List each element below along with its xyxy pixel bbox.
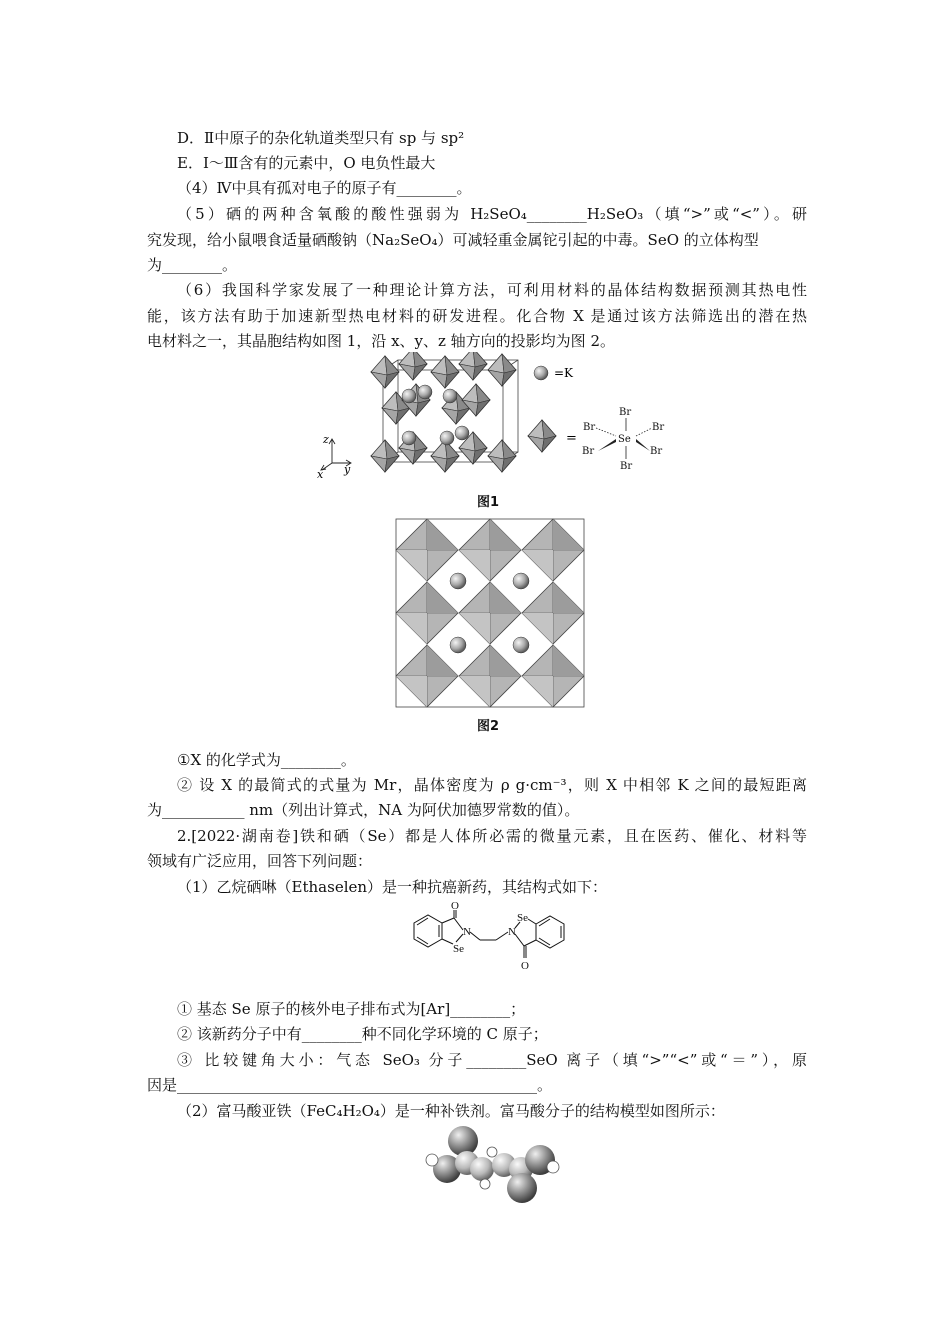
legend-octahedron <box>528 420 556 452</box>
atom-o-right: O <box>521 960 529 972</box>
atom-n-right: N <box>508 926 516 938</box>
svg-text:Br: Br <box>650 446 663 457</box>
problem-2-part3-line2: 因是________________________________________________。 <box>147 1076 553 1094</box>
axis-z-label: z <box>323 433 329 446</box>
question-5-line3: 为________。 <box>147 256 238 274</box>
option-d: D．Ⅱ中原子的杂化轨道类型只有 sp 与 sp² <box>177 129 465 147</box>
carbon-atom <box>470 1157 494 1181</box>
question-6-part2-line2: 为___________ nm（列出计算式，NA 为阿伏加德罗常数的值）。 <box>147 801 580 819</box>
hydrogen-atom <box>426 1154 438 1166</box>
atom-se-right: Se <box>517 912 528 924</box>
svg-text:Se: Se <box>618 434 631 445</box>
oxygen-atom <box>448 1126 478 1156</box>
atom-se-left: Se <box>453 943 464 955</box>
problem-2-q2: （2）富马酸亚铁（FeC₄H₂O₄）是一种补铁剂。富马酸分子的结构模型如图所示： <box>177 1102 725 1120</box>
sebr6-structure <box>582 407 664 472</box>
legend-k-label: =K <box>554 366 574 380</box>
question-6-part1: ①X 的化学式为________。 <box>177 751 356 769</box>
question-5-line2: 究发现，给小鼠喂食适量硒酸钠（Na₂SeO₄）可减轻重金属铊引起的中毒。SeO 的立体构型 <box>147 231 759 249</box>
problem-2-part1: ① 基态 Se 原子的核外电子排布式为[Ar]________； <box>177 1000 526 1018</box>
problem-2-part2: ② 该新药分子中有________种不同化学环境的 C 原子； <box>177 1025 548 1043</box>
octahedra <box>371 352 516 472</box>
ethaselen-structure <box>400 898 590 978</box>
axis-y-label: y <box>344 463 351 476</box>
legend-k-ball <box>534 366 548 380</box>
problem-2-line2: 领域有广泛应用，回答下列问题： <box>147 852 373 870</box>
option-e: E．Ⅰ～Ⅲ含有的元素中，O 电负性最大 <box>177 154 436 172</box>
question-5-line1: （5）硒的两种含氧酸的酸性强弱为 H₂SeO₄________H₂SeO₃（填“>”或“<”）。研 <box>177 205 807 223</box>
figure-2-caption: 图2 <box>477 719 500 734</box>
svg-text:Br: Br <box>619 407 632 418</box>
figure-1-crystal-cell <box>310 352 670 482</box>
question-6-line1: （6）我国科学家发展了一种理论计算方法，可利用材料的晶体结构数据预测其热电性 <box>177 281 807 299</box>
atom-n-left: N <box>463 926 471 938</box>
problem-2-line1: 2.[2022·湖南卷]铁和硒（Se）都是人体所必需的微量元素，且在医药、催化、材料等 <box>177 827 807 845</box>
problem-2-part3-line1: ③ 比较键角大小：气态 SeO₃ 分子________SeO 离子（填“>”“<”或“＝”），原 <box>177 1051 807 1069</box>
hydrogen-atom <box>480 1179 490 1189</box>
figure-2-projection <box>395 518 585 708</box>
question-4: （4）Ⅳ中具有孤对电子的原子有________。 <box>177 179 472 197</box>
octahedra-projection <box>396 519 584 707</box>
svg-text:Br: Br <box>652 422 665 433</box>
hydrogen-atom <box>487 1147 497 1157</box>
svg-text:Br: Br <box>620 461 633 472</box>
legend-equals: = <box>566 431 577 446</box>
svg-text:Br: Br <box>583 422 596 433</box>
oxygen-atom <box>507 1173 537 1203</box>
question-6-line2: 能，该方法有助于加速新型热电材料的研发进程。化合物 X 是通过该方法筛选出的潜在热 <box>147 307 807 325</box>
question-6-line3: 电材料之一，其晶胞结构如图 1，沿 x、y、z 轴方向的投影均为图 2。 <box>147 332 615 350</box>
fumaric-acid-model <box>420 1122 565 1204</box>
atom-o-left: O <box>451 900 459 912</box>
figure-1-caption: 图1 <box>477 495 500 510</box>
question-6-part2-line1: ② 设 X 的最简式的式量为 Mr，晶体密度为 ρ g·cm⁻³，则 X 中相邻 K 之间的最短距离 <box>177 776 807 794</box>
problem-2-q1: （1）乙烷硒啉（Ethaselen）是一种抗癌新药，其结构式如下： <box>177 878 608 896</box>
axis-x-label: x <box>317 468 324 481</box>
svg-text:Br: Br <box>582 446 595 457</box>
hydrogen-atom <box>547 1161 559 1173</box>
